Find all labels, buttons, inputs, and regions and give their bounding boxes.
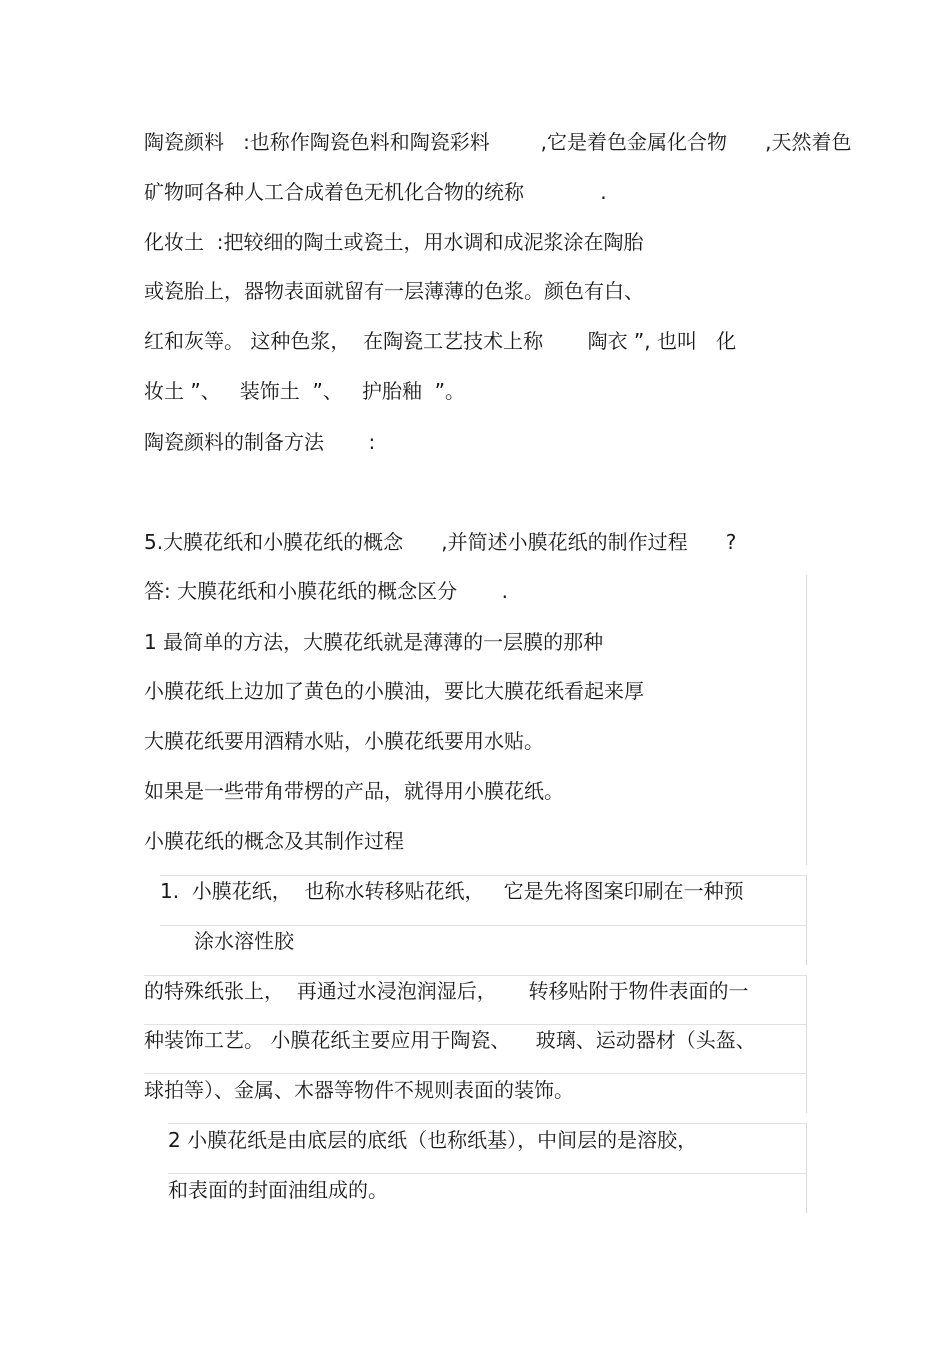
decal-structure-line2: 和表面的封面油组成的。 [168, 1178, 388, 1202]
decal-definition-line4: 种装饰工艺。 小膜花纸主要应用于陶瓷、 玻璃、运动器材（头盔、 [144, 1028, 756, 1052]
box-rule-top-4 [168, 1123, 806, 1124]
box-rule-mid-3b [144, 1073, 806, 1074]
ceramic-pigment-definition: 陶瓷颜料 :也称作陶瓷色料和陶瓷彩料 ,它是着色金属化合物 ,天然着色 [144, 130, 852, 154]
decal-definition-line5: 球拍等）、金属、木器等物件不规则表面的装饰。 [144, 1078, 574, 1102]
decal-structure-line1: 2 小膜花纸是由底层的底纸（也称纸基），中间层的是溶胶， [168, 1128, 698, 1152]
box-rule-mid-2 [160, 925, 806, 926]
decal-definition-line2: 涂水溶性胶 [194, 929, 294, 953]
box-rule-right-2 [806, 875, 807, 965]
answer-line-1: 1 最简单的方法，大膜花纸就是薄薄的一层膜的那种 [144, 630, 604, 654]
engobe-definition-line3: 红和灰等。 这种色浆， 在陶瓷工艺技术上称 陶衣 ”, 也叫 化 [144, 329, 737, 353]
answer-line-3: 大膜花纸要用酒精水贴，小膜花纸要用水贴。 [144, 729, 544, 753]
engobe-definition-line2: 或瓷胎上，器物表面就留有一层薄薄的色浆。颜色有白、 [144, 279, 644, 303]
pigment-preparation-heading: 陶瓷颜料的制备方法 : [144, 430, 376, 454]
decal-definition-line1: 1. 小膜花纸， 也称水转移贴花纸， 它是先将图案印刷在一种预 [160, 879, 744, 903]
answer-line-2: 小膜花纸上边加了黄色的小膜油，要比大膜花纸看起来厚 [144, 679, 644, 703]
box-rule-mid-3 [144, 1024, 806, 1025]
engobe-definition-line4: 妆土 ”、 装饰土 ”、 护胎釉 ”。 [144, 379, 466, 403]
box-rule-right-1 [806, 575, 807, 865]
answer-line-4: 如果是一些带角带楞的产品，就得用小膜花纸。 [144, 779, 564, 803]
box-rule-top-2 [160, 875, 806, 876]
box-rule-top-3 [144, 975, 806, 976]
box-rule-right-4 [806, 1123, 807, 1213]
answer-intro: 答: 大膜花纸和小膜花纸的概念区分 . [144, 579, 508, 603]
ceramic-pigment-definition-cont: 矿物呵各种人工合成着色无机化合物的统称 . [144, 180, 607, 204]
question-5: 5.大膜花纸和小膜花纸的概念 ,并简述小膜花纸的制作过程 ? [144, 530, 737, 554]
answer-line-5: 小膜花纸的概念及其制作过程 [144, 829, 404, 853]
box-rule-mid-4 [168, 1173, 806, 1174]
engobe-definition: 化妆土 :把较细的陶土或瓷土，用水调和成泥浆涂在陶胎 [144, 230, 644, 254]
decal-definition-line3: 的特殊纸张上， 再通过水浸泡润湿后， 转移贴附于物件表面的一 [144, 979, 749, 1003]
box-rule-right-3 [806, 975, 807, 1113]
